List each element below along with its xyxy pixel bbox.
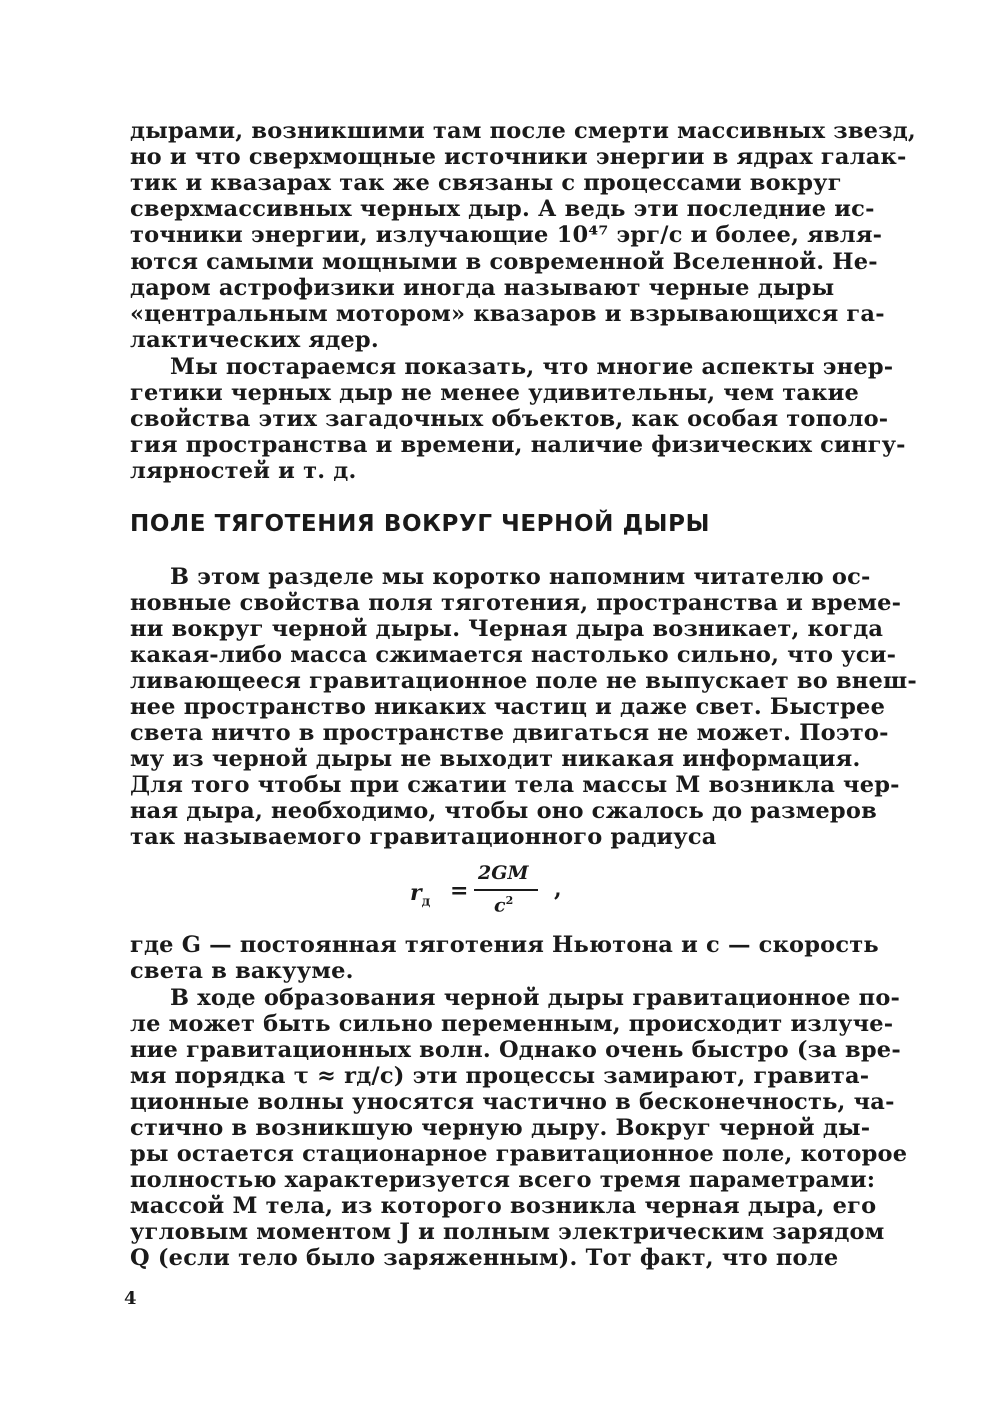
fraction-bar [474, 889, 538, 891]
text-line: ливающееся гравитационное поле не выпускает во внеш- [130, 668, 917, 694]
text-line: ционные волны уносятся частично в бесконечность, ча- [130, 1089, 895, 1115]
text-line: мя порядка τ ≈ rд/c) эти процессы замирают, гравита- [130, 1063, 870, 1089]
text-line: свойства этих загадочных объектов, как особая тополо- [130, 406, 889, 432]
text-line: стично в возникшую черную дыру. Вокруг черной ды- [130, 1115, 871, 1141]
formula-denominator: $c^2$ [494, 894, 514, 917]
text-line: ни вокруг черной дыры. Черная дыра возникает, когда [130, 616, 884, 642]
text-line: даром астрофизики иногда называют черные дыры [130, 275, 835, 301]
formula-equals: = [450, 878, 469, 904]
text-line: В этом разделе мы коротко напомним читателю ос- [170, 564, 871, 590]
section-heading: ПОЛЕ ТЯГОТЕНИЯ ВОКРУГ ЧЕРНОЙ ДЫРЫ [130, 511, 710, 537]
text-line: лярностей и т. д. [130, 458, 357, 484]
formula-comma: , [554, 876, 562, 902]
text-line: ная дыра, необходимо, чтобы оно сжалось до размеров [130, 798, 877, 824]
text-line: новные свойства поля тяготения, пространства и време- [130, 590, 902, 616]
formula-lhs: $r_д$ [410, 880, 431, 910]
text-line: точники энергии, излучающие 10⁴⁷ эрг/с и более, явля- [130, 222, 883, 248]
text-line: лактических ядер. [130, 327, 379, 353]
text-line: дырами, возникшими там после смерти массивных звезд, [130, 118, 916, 144]
text-line: полностью характеризуется всего тремя параметрами: [130, 1167, 876, 1193]
text-line: света в вакууме. [130, 958, 354, 984]
text-line: «центральным мотором» квазаров и взрывающихся га- [130, 301, 885, 327]
formula-numerator: 2GM [478, 862, 529, 884]
page-number: 4 [124, 1288, 137, 1309]
text-line: так называемого гравитационного радиуса [130, 824, 717, 850]
text-line: где G — постоянная тяготения Ньютона и c — скорость [130, 932, 879, 958]
text-line: В ходе образования черной дыры гравитационное по- [170, 985, 901, 1011]
text-line: света ничто в пространстве двигаться не может. Поэто- [130, 720, 889, 746]
text-line: ние гравитационных волн. Однако очень быстро (за вре- [130, 1037, 901, 1063]
text-line: ются самыми мощными в современной Вселенной. Не- [130, 249, 878, 275]
text-line: сверхмассивных черных дыр. А ведь эти последние ис- [130, 196, 875, 222]
text-line: ле может быть сильно переменным, происходит излуче- [130, 1011, 894, 1037]
text-line: но и что сверхмощные источники энергии в ядрах галак- [130, 144, 907, 170]
gravitational-radius-formula [410, 862, 650, 922]
text-line: гетики черных дыр не менее удивительны, чем такие [130, 380, 860, 406]
text-line: му из черной дыры не выходит никакая информация. [130, 746, 861, 772]
text-line: Для того чтобы при сжатии тела массы M возникла чер- [130, 772, 900, 798]
text-line: гия пространства и времени, наличие физических сингу- [130, 432, 906, 458]
text-line: Мы постараемся показать, что многие аспекты энер- [170, 354, 894, 380]
text-line: массой M тела, из которого возникла черная дыра, его [130, 1193, 877, 1219]
text-line: ры остается стационарное гравитационное поле, которое [130, 1141, 908, 1167]
text-line: нее пространство никаких частиц и даже свет. Быстрее [130, 694, 886, 720]
text-line: угловым моментом J и полным электрическим зарядом [130, 1219, 885, 1245]
text-line: тик и квазарах так же связаны с процессами вокруг [130, 170, 842, 196]
text-line: Q (если тело было заряженным). Тот факт, что поле [130, 1245, 839, 1271]
text-line: какая-либо масса сжимается настолько сильно, что уси- [130, 642, 897, 668]
